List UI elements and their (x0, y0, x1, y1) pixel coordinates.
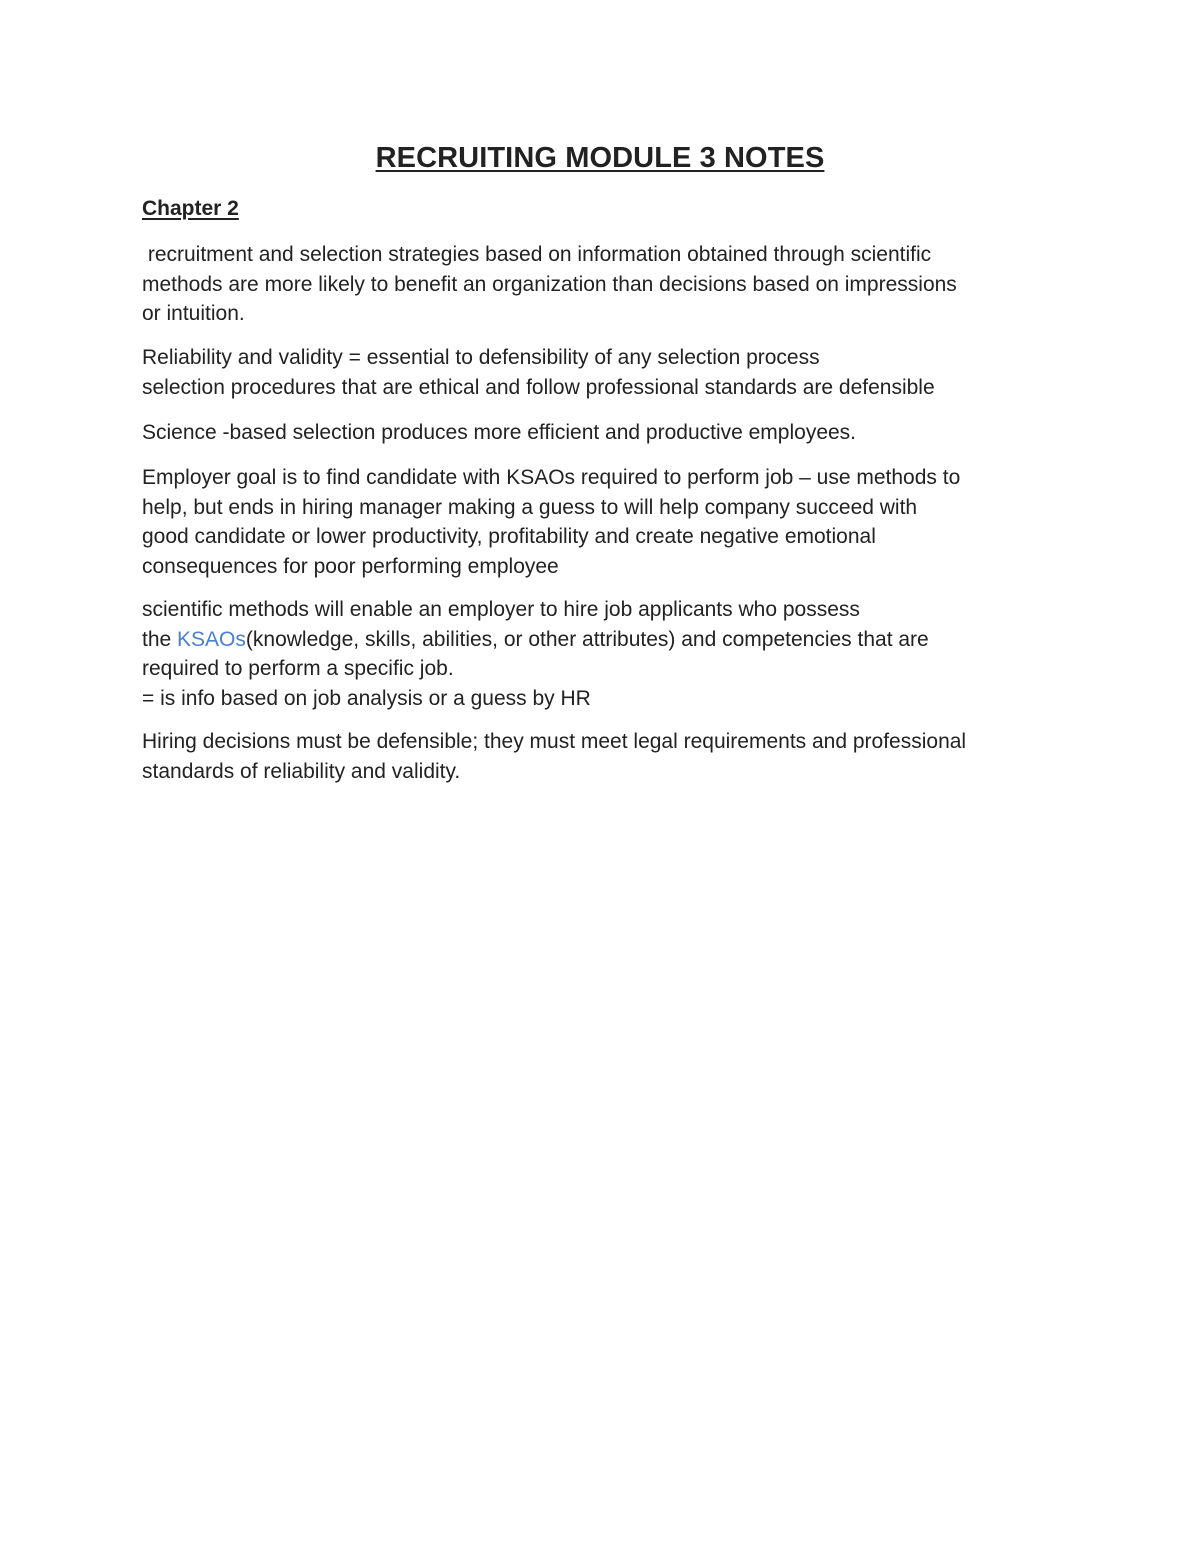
paragraph-hiring-decisions (142, 727, 1072, 786)
paragraph-line: scientific methods will enable an employer to hire job applicants who possess (142, 598, 860, 621)
line-prefix: the (142, 627, 178, 651)
paragraph-line: selection procedures that are ethical and follow professional standards are defensible (142, 375, 935, 399)
chapter-heading: Chapter 2 (142, 197, 239, 220)
paragraph-line: Hiring decisions must be defensible; they must meet legal requirements and professional (142, 730, 967, 753)
paragraph-line: Science -based selection produces more efficient and productive employees. (142, 421, 857, 444)
paragraph-line: or intuition. (142, 302, 245, 325)
paragraph-line: good candidate or lower productivity, profitability and create negative emotional (142, 525, 876, 548)
paragraph-line: = is info based on job analysis or a guess by HR (142, 686, 591, 710)
paragraph-line: standards of reliability and validity. (142, 759, 461, 783)
paragraph-line: help, but ends in hiring manager making a guess to will help company succeed with (142, 495, 918, 519)
paragraph-line: Employer goal is to find candidate with KSAOs required to perform job – use methods to (142, 466, 961, 489)
paragraph-scientific-methods (142, 240, 1072, 329)
paragraph-line: consequences for poor performing employee (142, 554, 559, 578)
ksaos-link[interactable]: KSAOs (177, 627, 246, 651)
paragraph-line (142, 625, 1072, 655)
page-title: RECRUITING MODULE 3 NOTES (375, 142, 825, 174)
paragraph-line: Reliability and validity = essential to defensibility of any selection process (142, 346, 820, 369)
paragraph-reliability-validity (142, 343, 1072, 402)
paragraph-employer-goal (142, 463, 1072, 581)
paragraph-ksaos (142, 595, 1072, 713)
paragraph-line: required to perform a specific job. (142, 657, 454, 680)
line-suffix: (knowledge, skills, abilities, or other attributes) and competencies that are (245, 627, 929, 651)
paragraph-science-based (142, 418, 1072, 448)
paragraph-line: methods are more likely to benefit an organization than decisions based on impressions (142, 272, 957, 296)
paragraph-line: recruitment and selection strategies based on information obtained through scientific (142, 243, 932, 266)
